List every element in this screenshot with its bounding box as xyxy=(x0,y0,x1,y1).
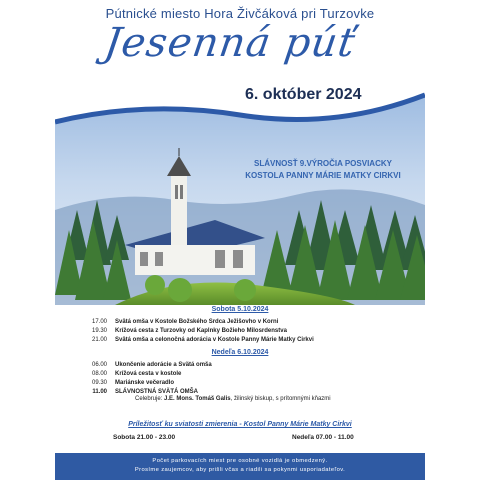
footer-line-2: Prosíme zaujemcov, aby prišli včas a riadili sa pokynmi usporiadateľov. xyxy=(134,467,346,473)
event-date: 6. október 2024 xyxy=(245,86,362,103)
footer-notice xyxy=(55,453,425,480)
schedule-time: 06.00 xyxy=(91,361,107,368)
schedule-row xyxy=(55,317,425,326)
schedule-event: Ukončenie adorácie a Svätá omša xyxy=(115,361,212,368)
schedule-event: Svätá omša v Kostole Božského Srdca Ježišovho v Korni xyxy=(115,318,279,325)
confession-title: Príležitosť ku sviatosti zmierenia - Kostol Panny Márie Matky Cirkvi xyxy=(128,421,352,428)
schedule-time: 11.00 xyxy=(92,388,107,395)
schedule-time: 09.30 xyxy=(91,379,107,386)
schedule-time: 17.00 xyxy=(91,318,107,325)
poster xyxy=(55,0,425,480)
anniversary-line-1: SLÁVNOSŤ 9.VÝROČIA POSVIACKY xyxy=(254,159,392,168)
church-landscape-illustration xyxy=(55,60,425,305)
celebrant-name: J.E. Mons. Tomáš Galis xyxy=(164,396,231,402)
schedule-row xyxy=(55,326,425,335)
celebrant-note xyxy=(55,396,425,405)
schedule-event: Krížová cesta v kostole xyxy=(115,370,182,377)
celebrant-suffix: , žilinský biskup, s prítomnými kňazmi xyxy=(230,396,331,402)
anniversary-caption xyxy=(223,158,423,182)
schedule-event: Mariánske večeradlo xyxy=(115,379,175,386)
schedule-event: Krížová cesta z Turzovky od Kaplnky Božieho Milosrdenstva xyxy=(115,327,287,334)
anniversary-line-2: KOSTOLA PANNY MÁRIE MATKY CIRKVI xyxy=(245,171,401,180)
sunday-title: Nedeľa 6.10.2024 xyxy=(211,349,269,356)
confession-saturday: Sobota 21.00 - 23.00 xyxy=(113,434,176,441)
hero-image xyxy=(55,60,425,305)
schedule-row xyxy=(55,369,425,378)
subtitle: Pútnické miesto Hora Živčáková pri Turzovke xyxy=(105,6,375,21)
schedule-time: 21.00 xyxy=(91,336,107,343)
saturday-title: Sobota 5.10.2024 xyxy=(211,306,269,313)
schedule-row xyxy=(55,335,425,344)
schedule-time: 19.30 xyxy=(91,327,107,334)
confession-sunday: Nedeľa 07.00 - 11.00 xyxy=(292,434,354,441)
celebrant-prefix: Celebruje: xyxy=(135,396,163,402)
schedule-row xyxy=(55,360,425,369)
schedule xyxy=(55,306,425,405)
event-title: Jesenná púť xyxy=(101,20,359,66)
schedule-time: 08.00 xyxy=(91,370,107,377)
schedule-event: Svätá omša a celonočná adorácia v Kostole Panny Márie Matky Cirkvi xyxy=(115,336,314,343)
schedule-row xyxy=(55,387,425,396)
schedule-row xyxy=(55,378,425,387)
footer-line-1: Počet parkovacích miest pre osobné vozidlá je obmedzený. xyxy=(152,458,328,464)
schedule-event: SLÁVNOSTNÁ SVÄTÁ OMŠA xyxy=(115,388,199,395)
